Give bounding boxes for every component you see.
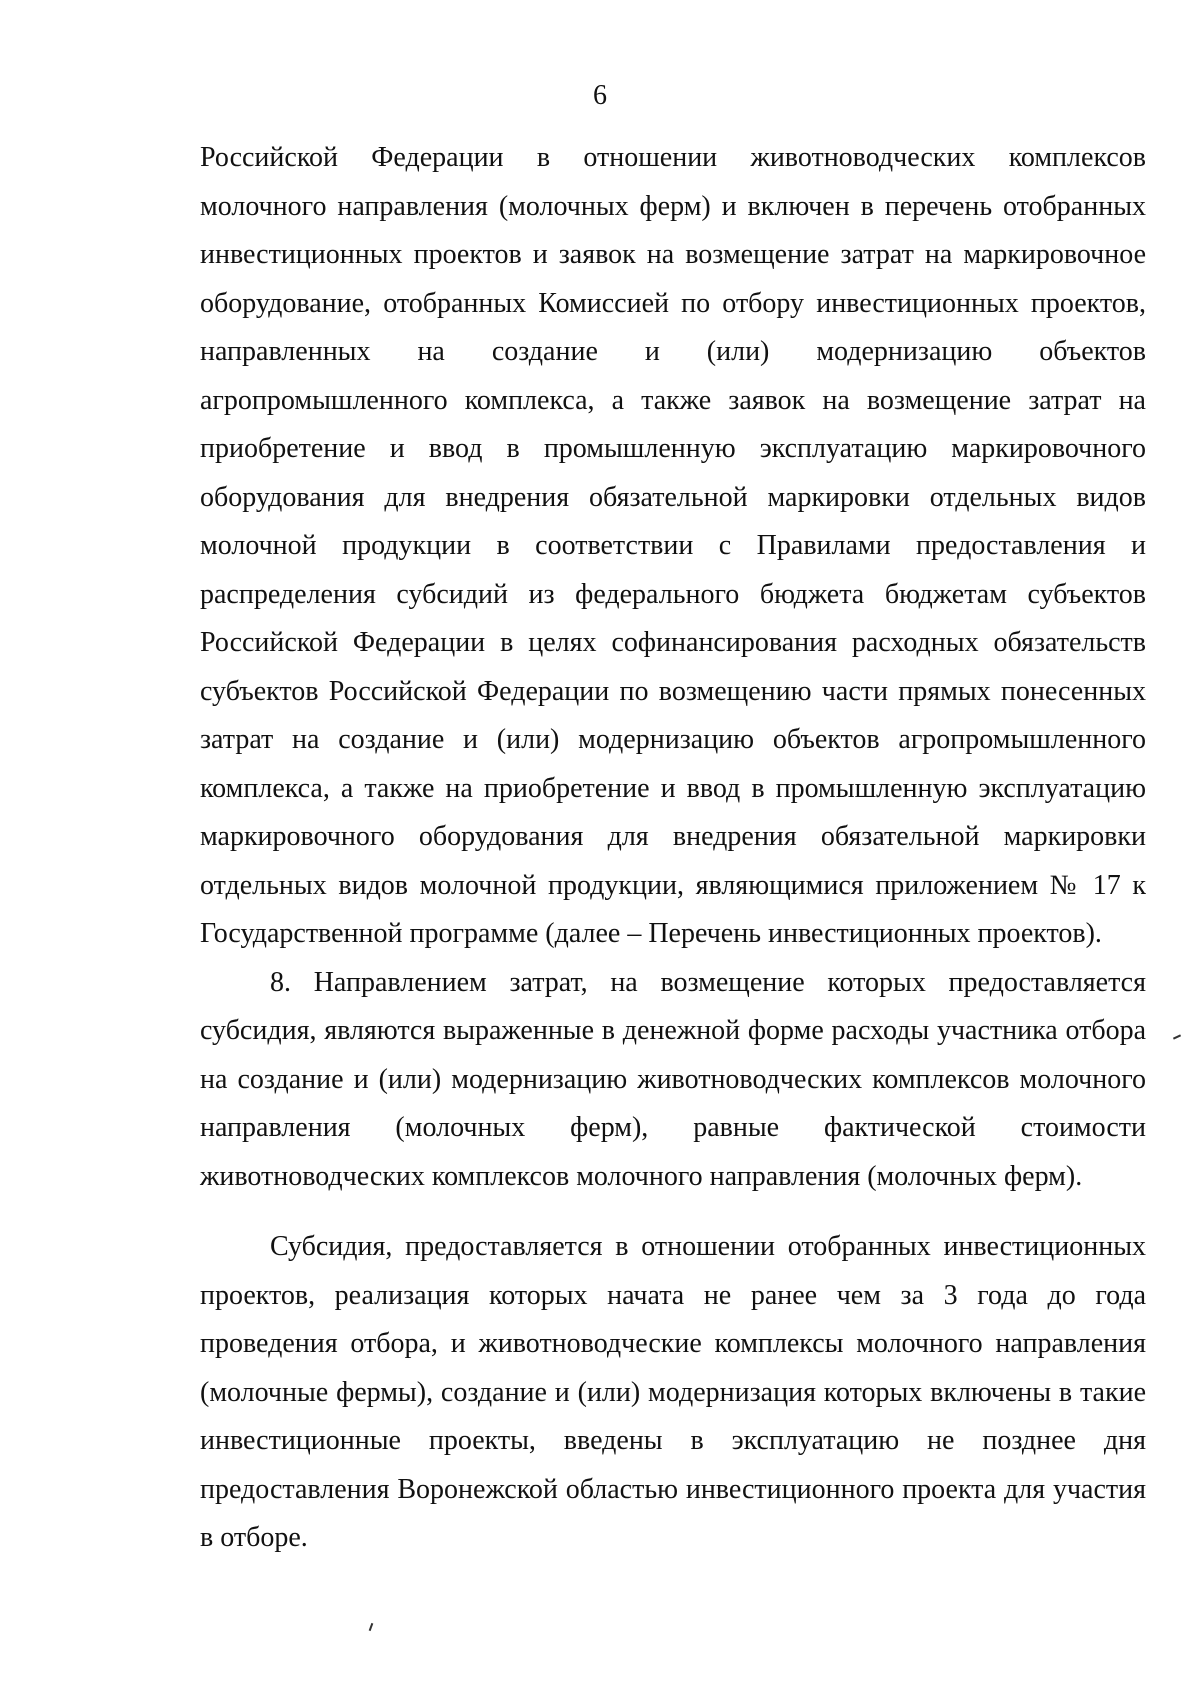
paragraph-spacer (200, 1201, 1146, 1223)
paragraph-2 (200, 959, 1146, 1202)
text-line: животноводческих комплексов молочного направления (молочных ферм). (200, 1160, 1083, 1192)
text-line: Российской Федерации в отношении животноводческих комплексов (200, 142, 1146, 173)
text-line: на создание и (или) модернизацию животноводческих комплексов молочного (200, 1063, 1146, 1095)
text-line: приобретение и ввод в промышленную эксплуатацию маркировочного (200, 433, 1146, 464)
scan-artifact-mark (369, 1623, 374, 1631)
text-line: оборудование, отобранных Комиссией по отбору инвестиционных проектов, (200, 287, 1146, 319)
text-line: инвестиционных проектов и заявок на возмещение затрат на маркировочное (200, 239, 1146, 270)
text-line: Государственной программе (далее – Перечень инвестиционных проектов). (200, 918, 1102, 949)
text-line: (молочные фермы), создание и (или) модернизация которых включены в такие (200, 1376, 1146, 1408)
scan-artifact-mark (1173, 1034, 1181, 1039)
text-line: распределения субсидий из федерального бюджета бюджетам субъектов (200, 578, 1146, 610)
text-line: субъектов Российской Федерации по возмещению части прямых понесенных (200, 675, 1146, 707)
page-number: 6 (593, 80, 607, 111)
text-line: в отборе. (200, 1522, 308, 1553)
text-line: молочного направления (молочных ферм) и включен в перечень отобранных (200, 190, 1146, 222)
text-line: инвестиционные проекты, введены в эксплуатацию не позднее дня (200, 1425, 1146, 1456)
paragraph-1 (200, 134, 1146, 959)
text-line: 8. Направлением затрат, на возмещение которых предоставляется (270, 966, 1146, 998)
text-line: предоставления Воронежской областью инвестиционного проекта для участия (200, 1473, 1146, 1505)
text-line: направленных на создание и (или) модернизацию объектов (200, 336, 1146, 367)
text-line: Субсидия, предоставляется в отношении отобранных инвестиционных (270, 1231, 1146, 1262)
document-body (200, 134, 1146, 1563)
text-line: оборудования для внедрения обязательной маркировки отдельных видов (200, 481, 1146, 513)
text-line: Российской Федерации в целях софинансирования расходных обязательств (200, 627, 1146, 658)
paragraph-3 (200, 1223, 1146, 1563)
text-line: субсидия, являются выраженные в денежной форме расходы участника отбора (200, 1015, 1146, 1046)
text-line: затрат на создание и (или) модернизацию объектов агропромышленного (200, 724, 1146, 755)
text-line: маркировочного оборудования для внедрения обязательной маркировки (200, 821, 1146, 852)
text-line: проектов, реализация которых начата не ранее чем за 3 года до года (200, 1279, 1146, 1311)
text-line: комплекса, а также на приобретение и ввод в промышленную эксплуатацию (200, 772, 1146, 804)
text-line: направления (молочных ферм), равные фактической стоимости (200, 1112, 1146, 1143)
text-line: молочной продукции в соответствии с Правилами предоставления и (200, 530, 1146, 561)
text-line: отдельных видов молочной продукции, являющимися приложением № 17 к (200, 869, 1146, 901)
text-line: агропромышленного комплекса, а также заявок на возмещение затрат на (200, 384, 1146, 416)
text-line: проведения отбора, и животноводческие комплексы молочного направления (200, 1328, 1146, 1359)
